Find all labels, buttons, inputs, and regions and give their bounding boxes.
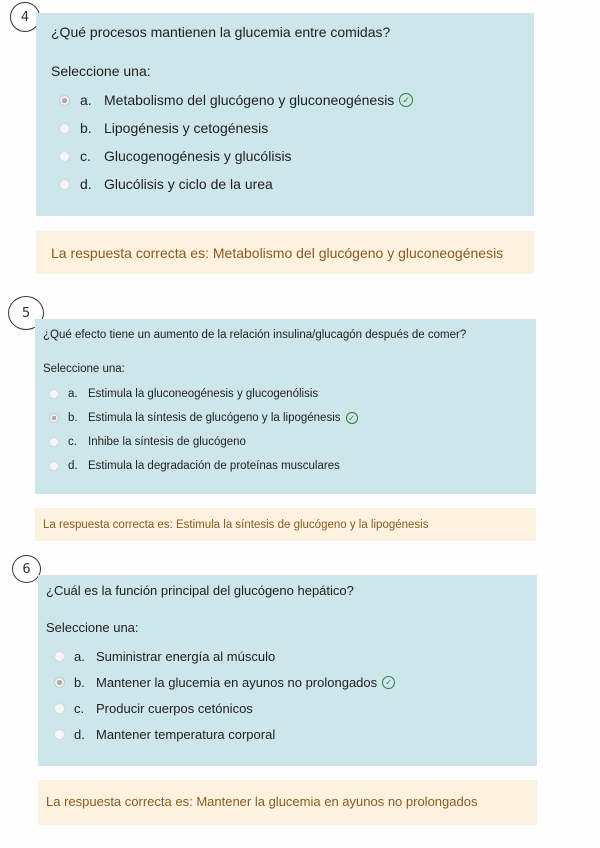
select-one-prompt: Seleccione una: xyxy=(43,363,125,375)
option-text: Producir cuerpos cetónicos xyxy=(96,701,253,716)
feedback-answer: Mantener la glucemia en ayunos no prolongados xyxy=(196,794,478,809)
radio-button[interactable] xyxy=(49,437,59,447)
option-text: Glucólisis y ciclo de la urea xyxy=(104,176,273,192)
radio-button[interactable] xyxy=(59,123,70,134)
correct-answer-feedback xyxy=(36,231,534,274)
option-text: Metabolismo del glucógeno y gluconeogénesis xyxy=(104,92,395,108)
question-number-text: 5 xyxy=(21,305,31,321)
radio-button[interactable] xyxy=(59,179,70,190)
option-text: Lipogénesis y cetogénesis xyxy=(104,120,269,136)
option-text: Glucogenogénesis y glucólisis xyxy=(104,148,292,164)
option-letter: d. xyxy=(74,727,85,742)
option-c[interactable] xyxy=(59,148,292,164)
option-a[interactable] xyxy=(49,388,318,400)
question-text: ¿Cuál es la función principal del glucógeno hepático? xyxy=(46,583,354,598)
option-letter: d. xyxy=(80,176,92,192)
option-letter: c. xyxy=(74,701,85,716)
option-d[interactable] xyxy=(54,727,275,742)
option-letter: b. xyxy=(80,120,92,136)
feedback-prefix: La respuesta correcta es: xyxy=(43,519,176,531)
check-circle-icon: ✓ xyxy=(399,93,413,107)
option-a[interactable] xyxy=(59,92,413,108)
option-d[interactable] xyxy=(49,460,340,472)
correct-answer-feedback xyxy=(35,508,536,541)
radio-button[interactable] xyxy=(59,151,70,162)
radio-button[interactable] xyxy=(54,703,65,714)
question-text: ¿Qué efecto tiene un aumento de la relación insulina/glucagón después de comer? xyxy=(43,329,467,341)
option-c[interactable] xyxy=(49,436,246,448)
question-number-text: 4 xyxy=(20,9,30,25)
question-box xyxy=(35,319,536,494)
feedback-prefix: La respuesta correcta es: xyxy=(51,245,213,261)
question-box xyxy=(38,575,537,766)
radio-button[interactable] xyxy=(54,651,65,662)
select-one-prompt: Seleccione una: xyxy=(51,63,151,79)
option-letter: c. xyxy=(68,436,77,448)
option-letter: a. xyxy=(74,649,85,664)
option-letter: b. xyxy=(74,675,85,690)
radio-button[interactable] xyxy=(49,413,59,423)
radio-button[interactable] xyxy=(49,389,59,399)
correct-answer-feedback xyxy=(38,780,537,825)
option-letter: a. xyxy=(80,92,92,108)
question-box xyxy=(36,13,534,216)
select-one-prompt: Seleccione una: xyxy=(46,620,139,635)
option-text: Estimula la degradación de proteínas musculares xyxy=(88,460,340,472)
radio-button[interactable] xyxy=(54,729,65,740)
option-b[interactable] xyxy=(49,412,358,424)
option-b[interactable] xyxy=(59,120,268,136)
option-text: Estimula la gluconeogénesis y glucogenólisis xyxy=(88,388,319,400)
option-a[interactable] xyxy=(54,649,275,664)
question-number-text: 6 xyxy=(22,561,31,577)
option-c[interactable] xyxy=(54,701,253,716)
option-d[interactable] xyxy=(59,176,273,192)
option-text: Inhibe la síntesis de glucógeno xyxy=(88,436,246,448)
feedback-prefix: La respuesta correcta es: xyxy=(46,794,197,809)
handwritten-question-number xyxy=(12,555,41,583)
option-b[interactable] xyxy=(54,675,395,690)
radio-button[interactable] xyxy=(59,95,70,106)
option-letter: d. xyxy=(68,460,78,472)
check-circle-icon: ✓ xyxy=(382,676,395,689)
feedback-answer: Metabolismo del glucógeno y gluconeogénesis xyxy=(212,245,504,261)
check-circle-icon: ✓ xyxy=(346,412,358,424)
feedback-answer: Estimula la síntesis de glucógeno y la lipogénesis xyxy=(175,519,429,531)
option-letter: c. xyxy=(80,148,91,164)
option-text: Suministrar energía al músculo xyxy=(96,649,276,664)
option-text: Estimula la síntesis de glucógeno y la lipogénesis xyxy=(88,412,341,424)
radio-button[interactable] xyxy=(54,677,65,688)
option-letter: b. xyxy=(68,412,78,424)
option-text: Mantener temperatura corporal xyxy=(96,727,276,742)
question-text: ¿Qué procesos mantienen la glucemia entre comidas? xyxy=(51,24,391,40)
option-letter: a. xyxy=(68,388,78,400)
option-text: Mantener la glucemia en ayunos no prolongados xyxy=(96,675,378,690)
radio-button[interactable] xyxy=(49,461,59,471)
